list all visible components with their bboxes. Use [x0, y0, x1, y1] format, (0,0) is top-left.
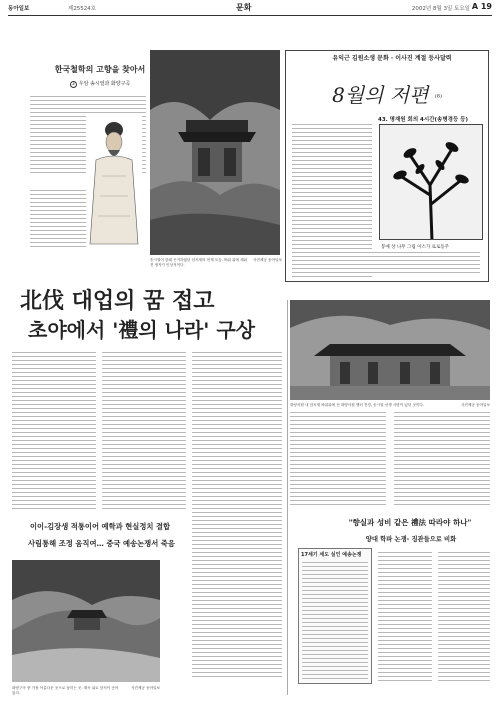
sidebar-box-text: [302, 562, 368, 682]
subhead-line2: 사림통해 조정 움직여… 중국 예송논쟁서 죽음: [28, 539, 175, 548]
valley-photo-credit: 사진제공 동아일보: [131, 686, 160, 690]
paper-name: 동아일보: [8, 6, 30, 12]
sidebar-box-title: 17세기 세도 실인 예송논쟁: [301, 552, 362, 558]
photo-credit: 사진제공 동아일보: [253, 258, 282, 262]
column-divider: [287, 300, 288, 695]
issue-number: 제25524호: [68, 6, 97, 12]
seowon-photo: [290, 300, 490, 400]
portrait-illustration: [86, 116, 142, 248]
main-headline-line2: 초야에서 '禮의 나라' 구상: [28, 318, 256, 342]
article-col-3-bottom: [192, 560, 282, 680]
issue-date: 2002년 8월 3일 토요일: [411, 6, 470, 12]
amseojae-photo: [150, 50, 280, 255]
calendar-label: 8월의 저편: [332, 83, 429, 107]
calendar-text-right: [380, 260, 480, 276]
header-rule: [8, 15, 492, 16]
calendar-subtitle: 43. 명재원 회의 4시간(송병경등 등): [378, 117, 469, 123]
series-subtitle: 우암 송시열과 화양구곡: [78, 81, 131, 87]
article-col-1: [12, 352, 96, 512]
page-header: [8, 2, 492, 14]
calendar-box-title: 유익근 김원소생 문화 · 이사진 계절 등사달력: [332, 55, 452, 62]
article-right-col-3: [378, 552, 432, 684]
article-right-col-1: [290, 412, 386, 508]
second-story-deck: 양대 학파 논쟁- 징관들으로 비화: [365, 536, 457, 543]
second-story-quote: "향실과 성비 같은 禮法 따라야 하나": [348, 518, 472, 527]
valley-photo: [12, 560, 160, 682]
valley-photo-caption: 화양구곡 중 가장 아름다운 곳으로 꼽히는 곳. 계곡 위로 암석이 솟아 있다.: [12, 686, 119, 695]
section-name: 문화: [236, 3, 252, 12]
article-col-2: [102, 352, 186, 512]
article-right-col-2: [394, 412, 490, 508]
page-number: A 19: [471, 2, 492, 11]
calendar-number: (8): [434, 93, 442, 100]
seowon-photo-credit: 사진제공 동아일보: [461, 403, 490, 407]
calendar-artwork: [379, 124, 483, 240]
main-headline-line1: 北伐 대업의 꿈 접고: [20, 288, 215, 314]
calendar-label-row: [297, 79, 477, 108]
series-title: 한국철학의 고향을 찾아서: [54, 65, 146, 74]
calendar-art-caption: 봉예 상 나무 그림 이스가 로로동주: [381, 245, 450, 250]
article-right-col-4: [438, 552, 490, 684]
article-text-left-lower: [30, 190, 90, 250]
series-number: 3: [70, 81, 77, 88]
photo-caption: 송시열이 한때 은거하였던 암서재의 현재 모습. 바위 위에 세워진 정자가 인상적이다.: [150, 258, 248, 267]
subhead-line1: 이이-김장생 적통이어 예학과 현실정치 결합: [30, 522, 171, 531]
seowon-photo-caption: 화양서원 내 암서재 바위위에 선 화양서원 옛터 전경, 송시열 선생 사당이 있던 곳이다.: [290, 403, 425, 407]
